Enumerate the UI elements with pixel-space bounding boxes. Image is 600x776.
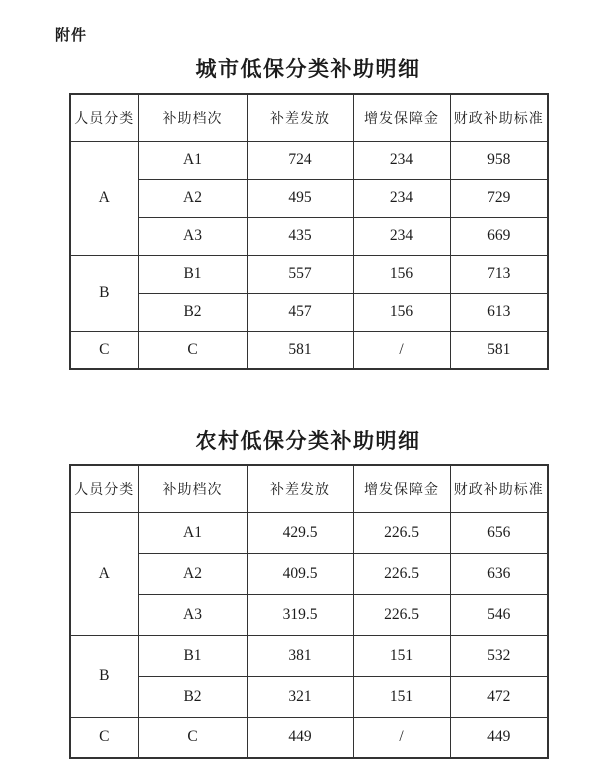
grade-cell: B1: [138, 255, 247, 293]
header-cell-fiscal-standard: 财政补助标准: [450, 94, 548, 141]
value-cell: 472: [450, 676, 548, 717]
urban-header-row: [70, 94, 548, 141]
table-row: [70, 141, 548, 179]
table-row: [70, 553, 548, 594]
value-cell: 495: [247, 179, 353, 217]
grade-cell: B1: [138, 635, 247, 676]
grade-cell: C: [138, 717, 247, 758]
header-cell-category: 人员分类: [70, 94, 138, 141]
category-cell: A: [70, 141, 138, 255]
value-cell: 156: [353, 293, 450, 331]
urban-table-title: 城市低保分类补助明细: [195, 57, 421, 81]
value-cell: 729: [450, 179, 548, 217]
table-row: [70, 331, 548, 369]
category-cell: B: [70, 255, 138, 331]
grade-cell: C: [138, 331, 247, 369]
value-cell: 636: [450, 553, 548, 594]
header-cell-fiscal-standard: 财政补助标准: [450, 465, 548, 512]
value-cell: 226.5: [353, 553, 450, 594]
category-cell: B: [70, 635, 138, 717]
value-cell: 321: [247, 676, 353, 717]
value-cell: 429.5: [247, 512, 353, 553]
header-cell-gap-payment: 补差发放: [247, 465, 353, 512]
grade-cell: B2: [138, 293, 247, 331]
category-cell: C: [70, 717, 138, 758]
value-cell: 613: [450, 293, 548, 331]
table-row: [70, 594, 548, 635]
value-cell: 435: [247, 217, 353, 255]
value-cell: 151: [353, 635, 450, 676]
value-cell: 581: [247, 331, 353, 369]
value-cell: 581: [450, 331, 548, 369]
grade-cell: B2: [138, 676, 247, 717]
value-cell: /: [353, 331, 450, 369]
header-cell-extra-guarantee: 增发保障金: [353, 465, 450, 512]
value-cell: 409.5: [247, 553, 353, 594]
value-cell: 234: [353, 217, 450, 255]
value-cell: 226.5: [353, 512, 450, 553]
table-row: [70, 217, 548, 255]
urban-subsidy-table: [69, 93, 549, 370]
value-cell: 381: [247, 635, 353, 676]
value-cell: 151: [353, 676, 450, 717]
value-cell: 669: [450, 217, 548, 255]
value-cell: 713: [450, 255, 548, 293]
value-cell: 234: [353, 179, 450, 217]
value-cell: 319.5: [247, 594, 353, 635]
value-cell: 457: [247, 293, 353, 331]
grade-cell: A3: [138, 217, 247, 255]
grade-cell: A2: [138, 553, 247, 594]
header-cell-grade: 补助档次: [138, 94, 247, 141]
grade-cell: A3: [138, 594, 247, 635]
value-cell: 557: [247, 255, 353, 293]
rural-table-title: 农村低保分类补助明细: [195, 429, 421, 453]
category-cell: C: [70, 331, 138, 369]
grade-cell: A1: [138, 512, 247, 553]
value-cell: 532: [450, 635, 548, 676]
value-cell: /: [353, 717, 450, 758]
table-row: [70, 255, 548, 293]
value-cell: 656: [450, 512, 548, 553]
header-cell-category: 人员分类: [70, 465, 138, 512]
value-cell: 724: [247, 141, 353, 179]
header-cell-extra-guarantee: 增发保障金: [353, 94, 450, 141]
table-row: [70, 293, 548, 331]
grade-cell: A1: [138, 141, 247, 179]
value-cell: 156: [353, 255, 450, 293]
value-cell: 234: [353, 141, 450, 179]
category-cell: A: [70, 512, 138, 635]
rural-subsidy-table: [69, 464, 549, 759]
header-cell-grade: 补助档次: [138, 465, 247, 512]
rural-header-row: [70, 465, 548, 512]
table-row: [70, 635, 548, 676]
value-cell: 449: [247, 717, 353, 758]
value-cell: 958: [450, 141, 548, 179]
table-row: [70, 717, 548, 758]
value-cell: 226.5: [353, 594, 450, 635]
value-cell: 449: [450, 717, 548, 758]
table-row: [70, 179, 548, 217]
value-cell: 546: [450, 594, 548, 635]
header-cell-gap-payment: 补差发放: [247, 94, 353, 141]
attachment-label: 附件: [55, 28, 88, 44]
table-row: [70, 676, 548, 717]
table-row: [70, 512, 548, 553]
grade-cell: A2: [138, 179, 247, 217]
